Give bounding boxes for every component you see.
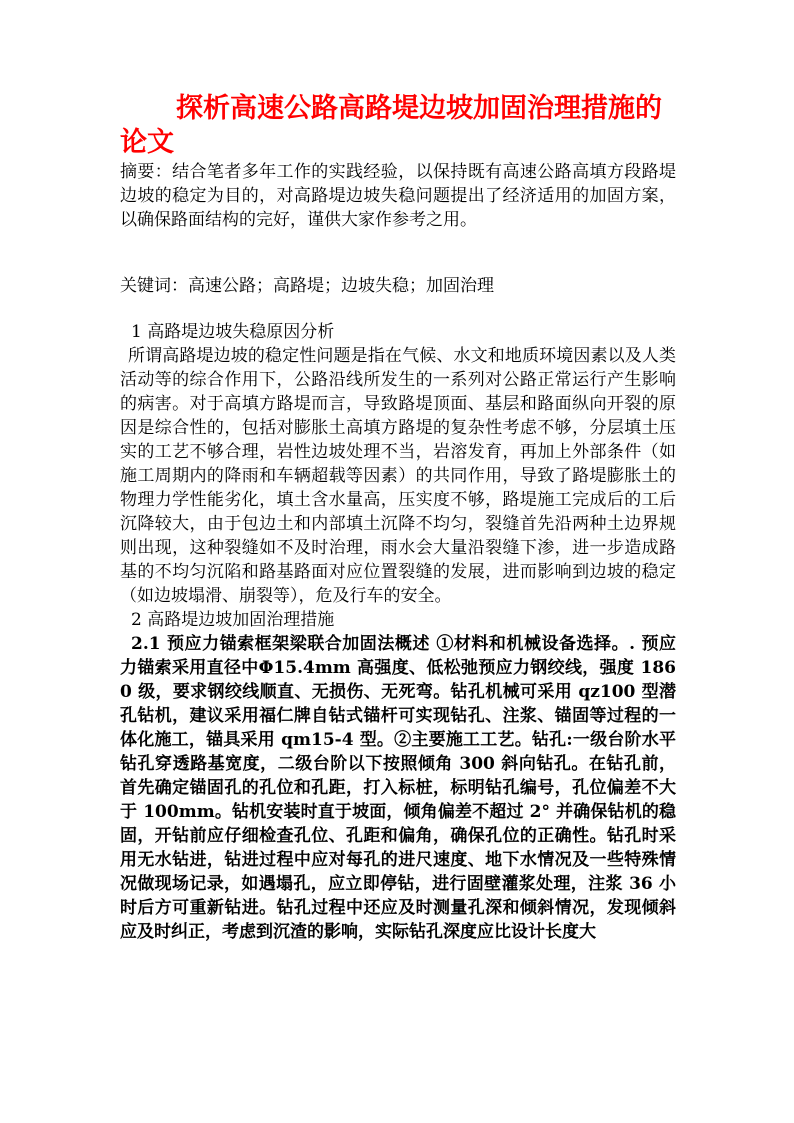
section-1-body: 所谓高路堤边坡的稳定性问题是指在气候、水文和地质环境因素以及人类活动等的综合作用下，公路沿线所发生的一系列对公路正常运行产生影响的病害。对于高填方路堤而言，导致路堤顶面、基层和路面纵向开裂的原因是综合性的，包括对膨胀土高填方路堤的复杂性考虑不够，分层填土压实的工艺不够合理，岩性边坡处理不当，岩溶发育，再加上外部条件（如施工周期内的降雨和车辆超载等因素）的共同作用，导致了路堤膨胀土的物理力学性能劣化，填土含水量高，压实度不够，路堤施工完成后的工后沉降较大，由于包边土和内部填土沉降不均匀，裂缝首先沿两种土边界规则出现，这种裂缝如不及时治理，雨水会大量沿裂缝下渗，进一步造成路基的不均匀沉陷和路基路面对应位置裂缝的发展，进而影响到边坡的稳定（如边坡塌滑、崩裂等），危及行车的安全。: [120, 346, 676, 606]
section-2-body: 2.1 预应力锚索框架梁联合加固法概述 ①材料和机械设备选择。. 预应力锚索采用直径中Φ15.4mm 高强度、低松弛预应力钢绞线，强度 1860 级，要求钢绞线顺直、无损伤、无死弯。钻孔机械可采用 qz100 型潜孔钻机，建议采用福仁牌自钻式锚杆可实现钻孔、注浆、锚固等过程的一体化施工，锚具采用 qm15-4 型。②主要施工工艺。钻孔:一级台阶水平钻孔穿透路基宽度，二级台阶以下按照倾角 300 斜向钻孔。在钻孔前，首先确定锚固孔的孔位和孔距，打入标桩，标明钻孔编号，孔位偏差不大于 100mm。钻机安装时直于坡面，倾角偏差不超过 2° 并确保钻机的稳固，开钻前应仔细检查孔位、孔距和偏角，确保孔位的正确性。钻孔时采用无水钻进，钻进过程中应对每孔的进尺速度、地下水情况及一些特殊情况做现场记录，如遇塌孔，应立即停钻，进行固壁灌浆处理，注浆 36 小时后方可重新钻进。钻孔过程中还应及时测量孔深和倾斜情况，发现倾斜应及时纠正，考虑到沉渣的影响，实际钻孔深度应比设计长度大: [120, 634, 676, 942]
document-title: 探析高速公路高路堤边坡加固治理措施的论文: [120, 93, 662, 158]
section-2-heading: 2 高路堤边坡加固治理措施: [131, 610, 335, 630]
document-page: [120, 92, 676, 944]
section-1-heading: 1 高路堤边坡失稳原因分析: [131, 322, 335, 342]
keywords-line: 关键词：高速公路；高路堤；边坡失稳；加固治理: [120, 276, 494, 296]
abstract-paragraph: 摘要：结合笔者多年工作的实践经验，以保持既有高速公路高填方段路堤边坡的稳定为目的，对高路堤边坡失稳问题提出了经济适用的加固方案，以确保路面结构的完好，谨供大家作参考之用。: [120, 162, 676, 230]
